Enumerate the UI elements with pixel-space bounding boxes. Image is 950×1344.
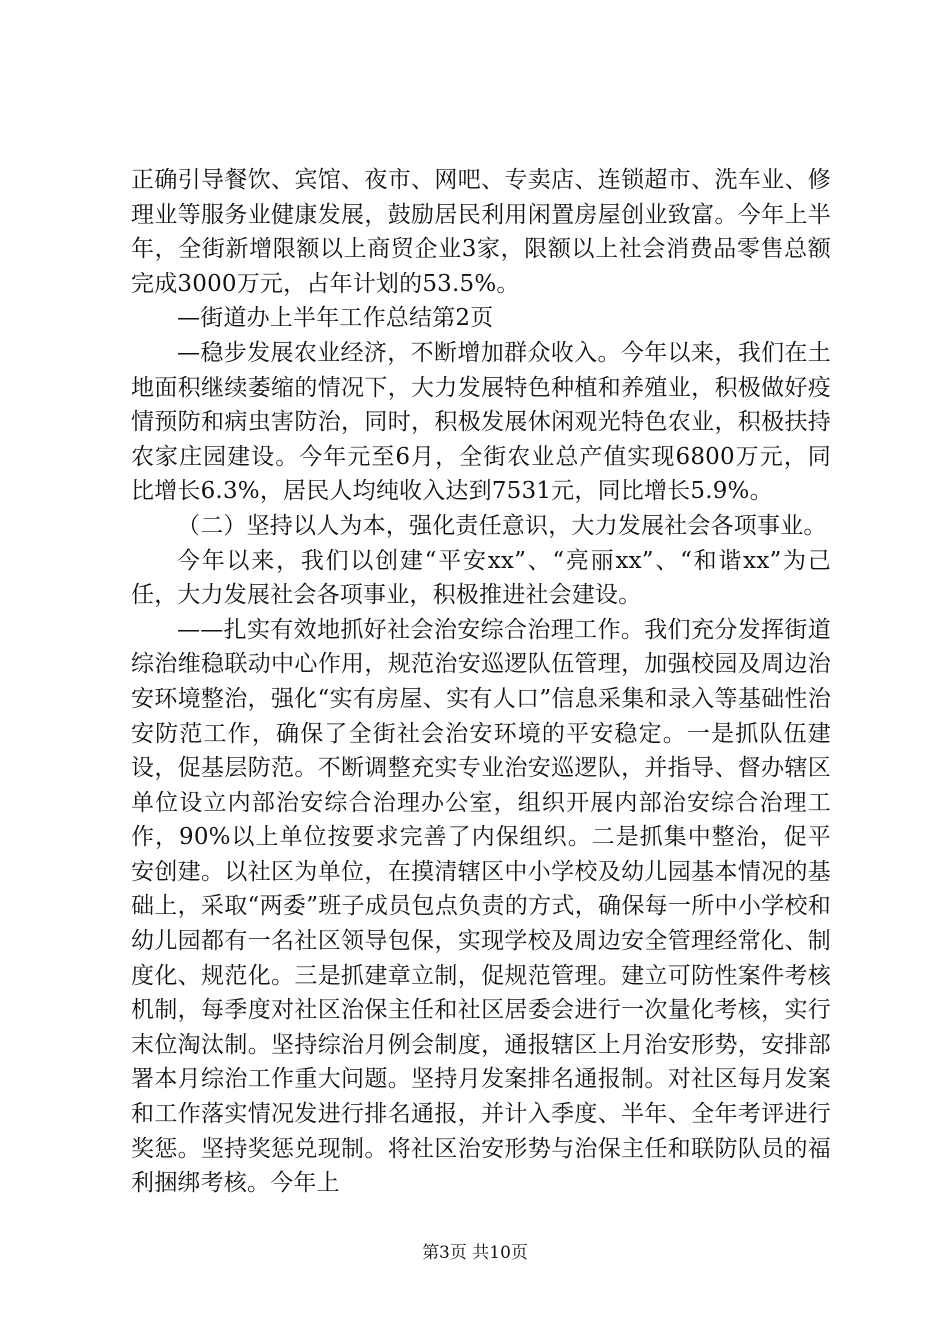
page-reference-line: —街道办上半年工作总结第2页: [177, 305, 494, 332]
document-body: [131, 163, 831, 1201]
paragraph-commerce-continued: 正确引导餐饮、宾馆、夜市、网吧、专卖店、连锁超市、洗车业、修理业等服务业健康发展，鼓励居民利用闲置房屋创业致富。今年上半年，全街新增限额以上商贸企业3家，限额以上社会消费品零售总额完成3000万元，占年计划的53.5%。: [131, 167, 831, 297]
section-heading-social-affairs: （二）坚持以人为本，强化责任意识，大力发展社会各项事业。: [177, 512, 827, 539]
paragraph-social-intro: 今年以来，我们以创建“平安xx”、“亮丽xx”、“和谐xx”为己任，大力发展社会各项事业，积极推进社会建设。: [131, 547, 831, 609]
paragraph-public-security: ——扎实有效地抓好社会治安综合治理工作。我们充分发挥街道综治维稳联动中心作用，规范治安巡逻队伍管理，加强校园及周边治安环境整治，强化“实有房屋、实有人口”信息采集和录入等基础性治安防范工作，确保了全街社会治安环境的平安稳定。一是抓队伍建设，促基层防范。不断调整充实专业治安巡逻队，并指导、督办辖区单位设立内部治安综合治理办公室，组织开展内部治安综合治理工作，90%以上单位按要求完善了内保组织。二是抓集中整治，促平安创建。以社区为单位，在摸清辖区中小学校及幼儿园基本情况的基础上，采取“两委”班子成员包点负责的方式，确保每一所中小学校和幼儿园都有一名社区领导包保，实现学校及周边安全管理经常化、制度化、规范化。三是抓建章立制，促规范管理。建立可防性案件考核机制，每季度对社区治保主任和社区居委会进行一次量化考核，实行末位淘汰制。坚持综治月例会制度，通报辖区上月治安形势，安排部署本月综治工作重大问题。坚持月发案排名通报制。对社区每月发案和工作落实情况发进行排名通报，并计入季度、半年、全年考评进行奖惩。坚持奖惩兑现制。将社区治安形势与治保主任和联防队员的福利捆绑考核。今年上: [131, 616, 831, 1197]
page-number-footer: 第3页 共10页: [422, 1243, 528, 1263]
paragraph-agriculture: —稳步发展农业经济，不断增加群众收入。今年以来，我们在土地面积继续萎缩的情况下，大力发展特色种植和养殖业，积极做好疫情预防和病虫害防治，同时，积极发展休闲观光特色农业，积极扶持农家庄园建设。今年元至6月，全街农业总产值实现6800万元，同比增长6.3%，居民人均纯收入达到7531元，同比增长5.9%。: [131, 339, 831, 505]
